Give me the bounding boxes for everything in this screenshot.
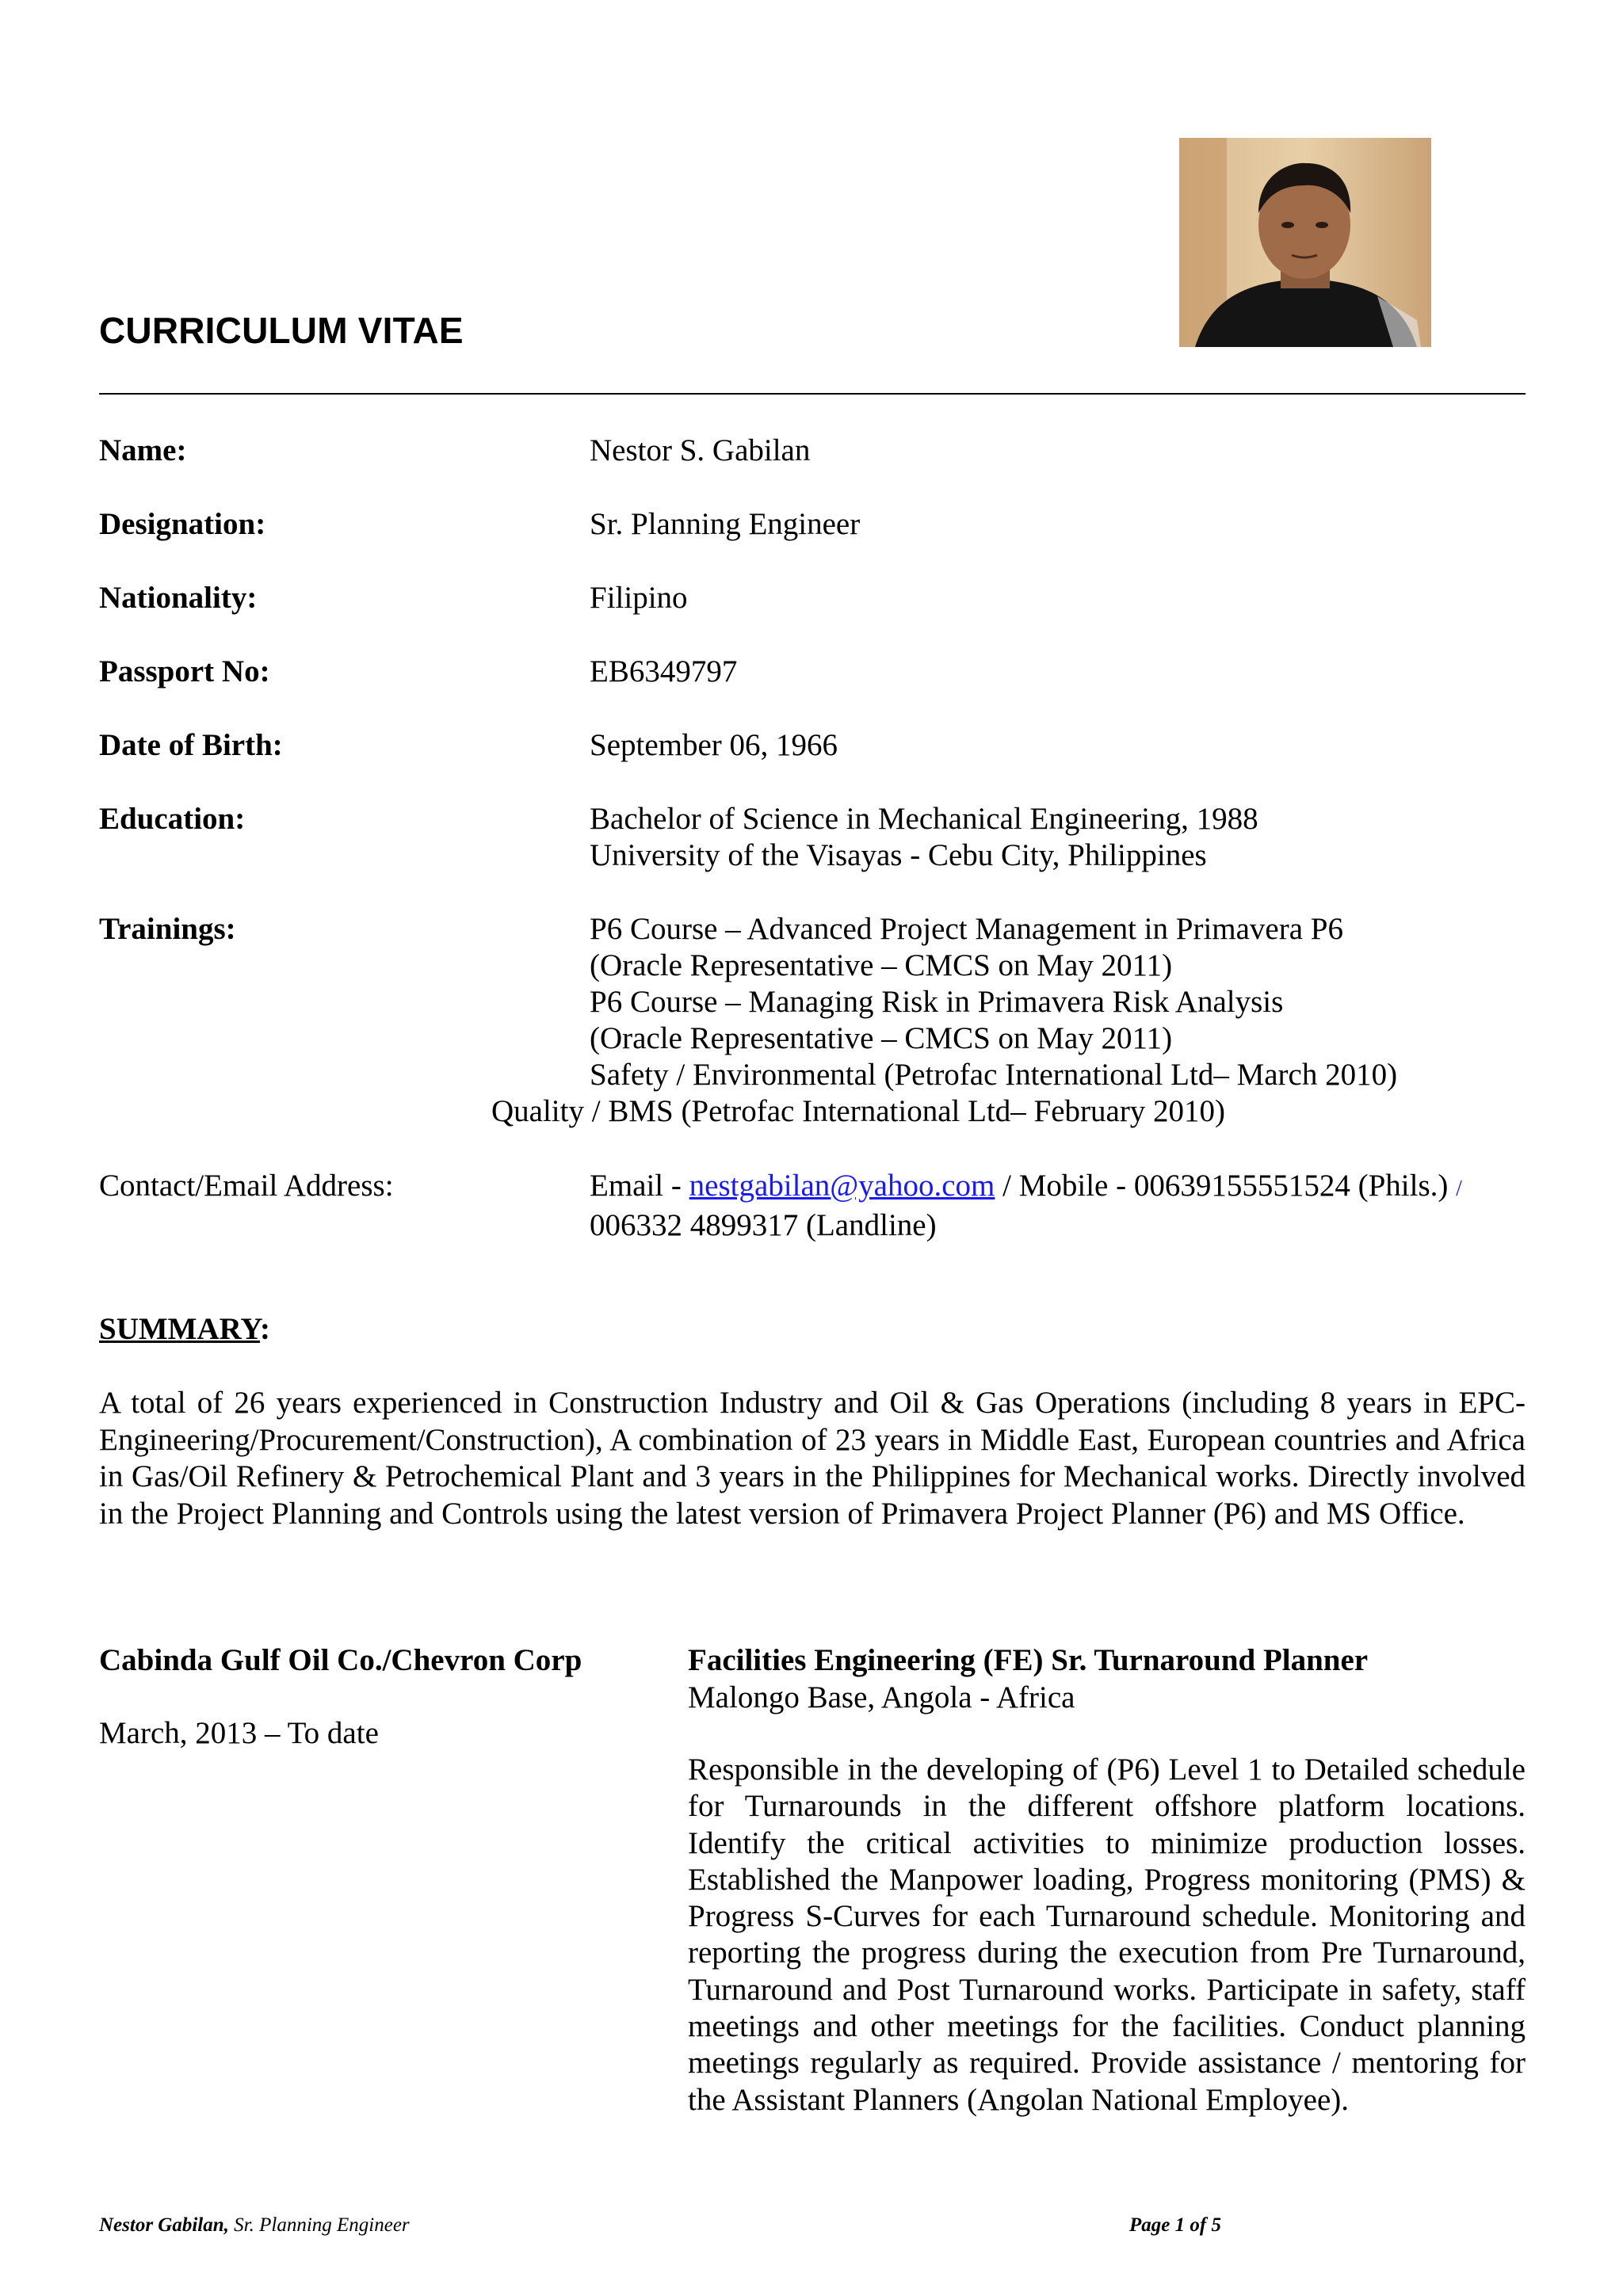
job-company: Cabinda Gulf Oil Co./Chevron Corp	[99, 1643, 582, 1677]
training-line: Quality / BMS (Petrofac International Ltd– February 2010)	[491, 1094, 1226, 1128]
trainings-value	[491, 911, 1398, 1130]
trainings-label: Trainings:	[99, 912, 236, 946]
email-prefix: Email -	[590, 1169, 689, 1203]
dob-label: Date of Birth:	[99, 728, 283, 762]
job-location: Malongo Base, Angola - Africa	[688, 1680, 1075, 1714]
passport-value: EB6349797	[590, 654, 738, 688]
training-line: P6 Course – Advanced Project Management in Primavera P6	[590, 912, 1343, 946]
contact-line-1	[590, 1168, 1462, 1207]
footer-author-title: Sr. Planning Engineer	[228, 2214, 410, 2236]
title-divider	[99, 393, 1526, 395]
footer-author-name: Nestor Gabilan,	[99, 2214, 229, 2236]
training-line: (Oracle Representative – CMCS on May 2011)	[590, 1021, 1173, 1055]
document-title: CURRICULUM VITAE	[99, 310, 464, 351]
footer-author	[99, 2214, 410, 2237]
summary-heading-colon: :	[260, 1312, 271, 1346]
education-line: Bachelor of Science in Mechanical Engineering, 1988	[590, 802, 1258, 836]
name-value: Nestor S. Gabilan	[590, 433, 811, 467]
education-label: Education:	[99, 802, 246, 836]
training-line: (Oracle Representative – CMCS on May 2011)	[590, 948, 1173, 982]
job-description: Responsible in the developing of (P6) Level 1 to Detailed schedule for Turnarounds in the different offshore platform locations. Identify the critical activities to minimize production losses. Established the Manpower loading, Progress monitoring (PMS) & Progress S-Curves for each Turnaround schedule. Monitoring and reporting the progress during the execution from Pre Turnaround, Turnaround and Post Turnaround works. Participate in safety, staff meetings and other meetings for the facilities. Conduct planning meetings regularly as required. Provide assistance / mentoring for the Assistant Planners (Angolan National Employee).	[688, 1753, 1526, 2117]
designation-label: Designation:	[99, 507, 266, 541]
summary-heading-text: SUMMARY	[99, 1312, 261, 1346]
nationality-label: Nationality:	[99, 581, 258, 615]
passport-label: Passport No:	[99, 654, 270, 688]
contact-value	[590, 1168, 1462, 1244]
summary-text: A total of 26 years experienced in Construction Industry and Oil & Gas Operations (including 8 years in EPC- Engineering/Procurement/Construction), A combination of 23 years in Middle East, European countries and Africa in Gas/Oil Refinery & Petrochemical Plant and 3 years in the Philippines for Mechanical works. Directly involved in the Project Planning and Controls using the latest version of Primavera Project Planner (P6) and MS Office.	[99, 1386, 1526, 1531]
profile-photo-image	[1179, 138, 1431, 347]
footer-page-number: Page 1 of 5	[1129, 2214, 1221, 2236]
name-label: Name:	[99, 433, 187, 467]
email-link[interactable]: nestgabilan@yahoo.com	[689, 1169, 995, 1203]
job-role: Facilities Engineering (FE) Sr. Turnaround Planner	[688, 1643, 1369, 1677]
designation-value: Sr. Planning Engineer	[590, 507, 861, 541]
contact-label: Contact/Email Address:	[99, 1169, 394, 1203]
landline-number: 006332 4899317 (Landline)	[590, 1208, 937, 1242]
mobile-number: / Mobile - 00639155551524 (Phils.)	[995, 1169, 1457, 1203]
dob-value: September 06, 1966	[590, 728, 838, 762]
profile-photo	[1179, 138, 1431, 347]
summary-heading	[99, 1311, 270, 1347]
education-line: University of the Visayas - Cebu City, Philippines	[590, 838, 1207, 872]
training-line: Safety / Environmental (Petrofac International Ltd– March 2010)	[590, 1058, 1398, 1092]
nationality-value: Filipino	[590, 581, 688, 615]
education-value	[590, 801, 1258, 874]
training-line: P6 Course – Managing Risk in Primavera Risk Analysis	[590, 985, 1284, 1019]
job-dates: March, 2013 – To date	[99, 1716, 379, 1750]
contact-separator: /	[1456, 1177, 1462, 1201]
